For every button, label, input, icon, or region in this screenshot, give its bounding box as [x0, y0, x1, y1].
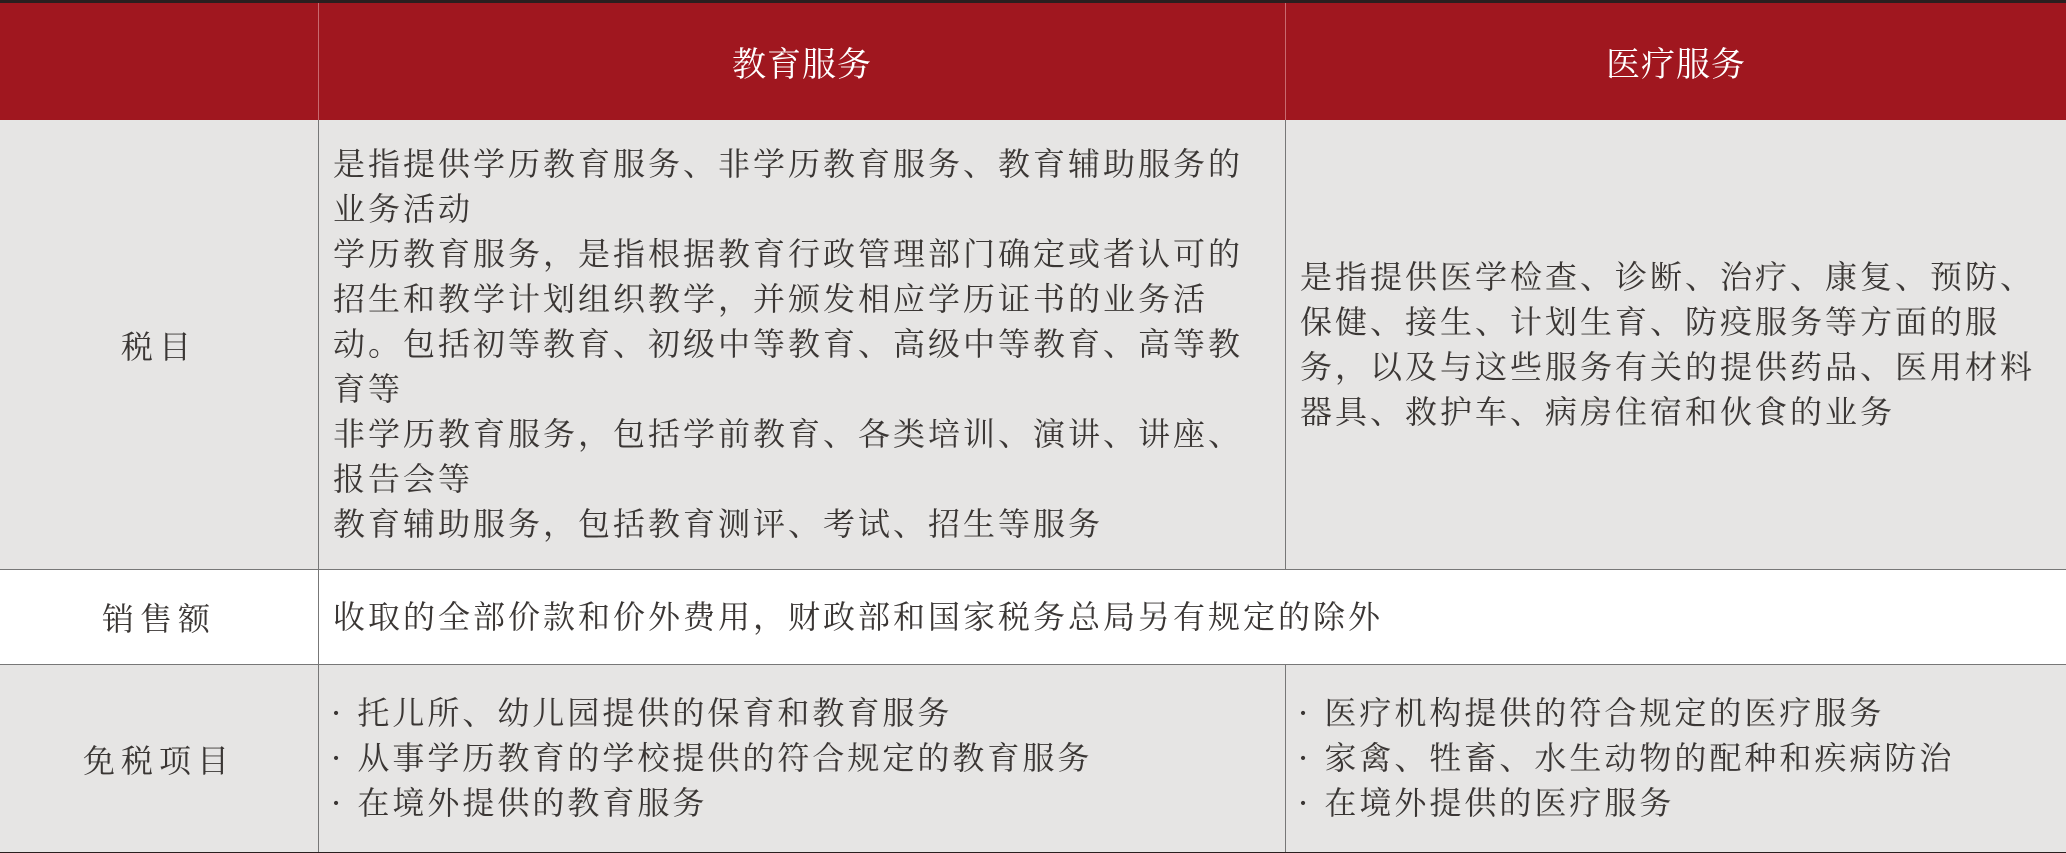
- exempt-medical-cell: [1286, 665, 2066, 852]
- list-item: · 在境外提供的教育服务: [331, 784, 708, 822]
- medical-definition: 是指提供医学检查、诊断、治疗、康复、预防、保健、接生、计划生育、防疫服务等方面的服务，以及与这些服务有关的提供药品、医用材料器具、救护车、病房住宿和伙食的业务: [1300, 257, 2036, 431]
- education-definition: 是指提供学历教育服务、非学历教育服务、教育辅助服务的业务活动: [333, 145, 1244, 228]
- table-row-exempt-items: [0, 665, 2066, 852]
- tax-item-medical-cell: [1286, 120, 2066, 569]
- row-label-tax-item: 税目: [0, 120, 319, 569]
- header-medical-services: 医疗服务: [1606, 45, 1746, 85]
- header-education-services: 教育服务: [319, 3, 1286, 120]
- sales-value: 收取的全部价款和价外费用，财政部和国家税务总局另有规定的除外: [333, 597, 1384, 636]
- table-row-sales: [0, 570, 2066, 665]
- list-item: · 托儿所、幼儿园提供的保育和教育服务: [331, 694, 953, 732]
- row-label-sales: 销售额: [0, 570, 319, 664]
- sales-value-cell: [319, 570, 2066, 664]
- list-item: · 在境外提供的医疗服务: [1298, 784, 1675, 822]
- academic-education-definition: 学历教育服务，是指根据教育行政管理部门确定或者认可的招生和教学计划组织教学，并颁发相应学历证书的业务活动。包括初等教育、初级中等教育、高级中等教育、高等教育等: [333, 235, 1244, 408]
- row-label-exempt-items: 免税项目: [0, 665, 319, 852]
- education-auxiliary-definition: 教育辅助服务，包括教育测评、考试、招生等服务: [333, 505, 1104, 543]
- tax-item-education-cell: [319, 120, 1286, 569]
- exempt-education-cell: [319, 665, 1286, 852]
- list-item: · 从事学历教育的学校提供的符合规定的教育服务: [331, 739, 1093, 777]
- list-item: · 医疗机构提供的符合规定的医疗服务: [1298, 694, 1885, 732]
- table-header: [0, 3, 2066, 120]
- non-academic-education-definition: 非学历教育服务，包括学前教育、各类培训、演讲、讲座、报告会等: [333, 415, 1244, 498]
- list-item: · 家禽、牲畜、水生动物的配种和疾病防治: [1298, 739, 1955, 777]
- table-row-tax-item: [0, 120, 2066, 570]
- header-empty-cell: [0, 3, 319, 120]
